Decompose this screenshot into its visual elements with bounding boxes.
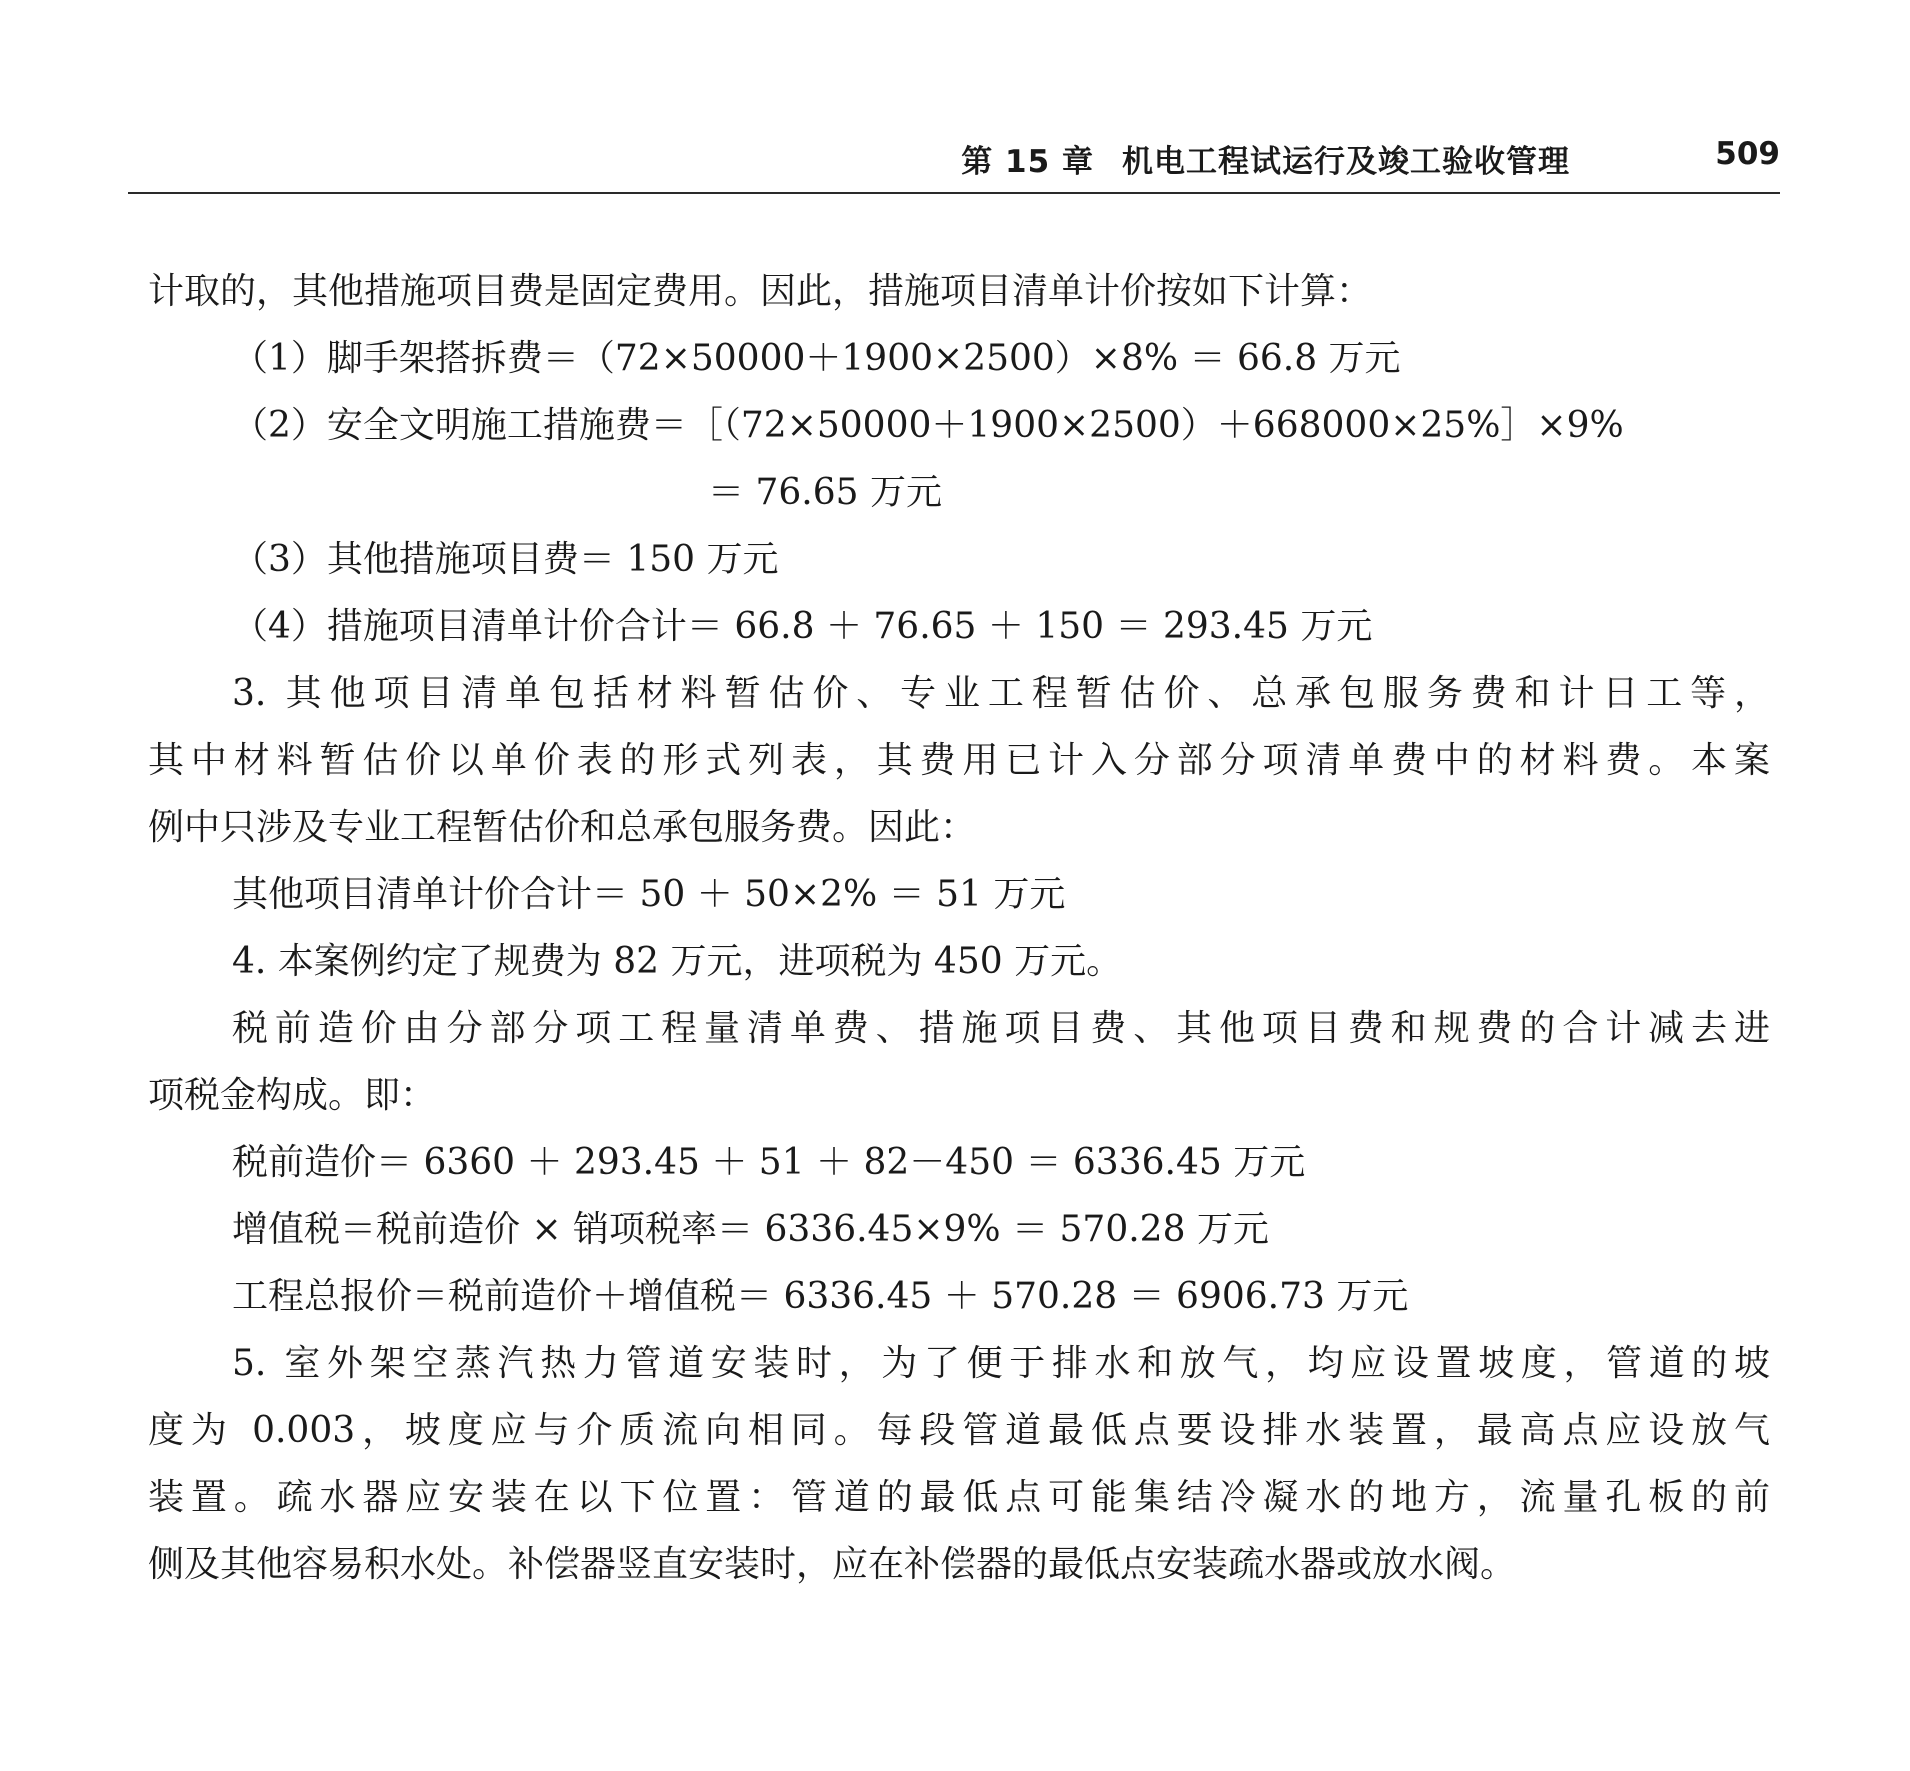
paragraph-line: 4. 本案例约定了规费为 82 万元，进项税为 450 万元。 [232,941,1123,982]
paragraph-line: 装置。疏水器应安装在以下位置：管道的最低点可能集结冷凝水的地方，流量孔板的前 [148,1477,1770,1518]
formula-line: （2）安全文明施工措施费＝［（72×50000＋1900×2500）＋668000×25%］×9% [232,405,1624,446]
paragraph-line: 度为 0.003，坡度应与介质流向相同。每段管道最低点要设排水装置，最高点应设放气 [148,1410,1770,1451]
paragraph-line: 其中材料暂估价以单价表的形式列表，其费用已计入分部分项清单费中的材料费。本案 [148,740,1770,781]
formula-line: （4）措施项目清单计价合计＝ 66.8 ＋ 76.65 ＋ 150 ＝ 293.45 万元 [232,606,1373,647]
chapter-heading [961,136,1570,181]
paragraph-line: 例中只涉及专业工程暂估价和总承包服务费。因此： [148,807,977,848]
formula-line: 税前造价＝ 6360 ＋ 293.45 ＋ 51 ＋ 82－450 ＝ 6336.45 万元 [232,1142,1306,1183]
body-text [148,258,1770,1598]
paragraph-line: 项税金构成。即： [148,1075,437,1116]
text-line: 计取的，其他措施项目费是固定费用。因此，措施项目清单计价按如下计算： [148,271,1373,312]
chapter-title: 机电工程试运行及竣工验收管理 [1122,144,1570,180]
running-header [128,128,1780,194]
formula-line: （3）其他措施项目费＝ 150 万元 [232,539,779,580]
paragraph-line: 3. 其他项目清单包括材料暂估价、专业工程暂估价、总承包服务费和计日工等， [232,673,1770,714]
page-number: 509 [1715,136,1780,172]
formula-line: 增值税＝税前造价 × 销项税率＝ 6336.45×9% ＝ 570.28 万元 [232,1209,1269,1250]
chapter-number: 第 15 章 [961,144,1094,180]
formula-line: 其他项目清单计价合计＝ 50 ＋ 50×2% ＝ 51 万元 [232,874,1066,915]
formula-line: （1）脚手架搭拆费＝（72×50000＋1900×2500）×8% ＝ 66.8 万元 [232,338,1401,379]
paragraph-line: 税前造价由分部分项工程量清单费、措施项目费、其他项目费和规费的合计减去进 [232,1008,1770,1049]
formula-line: 工程总报价＝税前造价＋增值税＝ 6336.45 ＋ 570.28 ＝ 6906.73 万元 [232,1276,1409,1317]
paragraph-line: 侧及其他容易积水处。补偿器竖直安装时，应在补偿器的最低点安装疏水器或放水阀。 [148,1544,1517,1585]
paragraph-line: 5. 室外架空蒸汽热力管道安装时，为了便于排水和放气，均应设置坡度，管道的坡 [232,1343,1770,1384]
formula-line: ＝ 76.65 万元 [708,472,942,513]
